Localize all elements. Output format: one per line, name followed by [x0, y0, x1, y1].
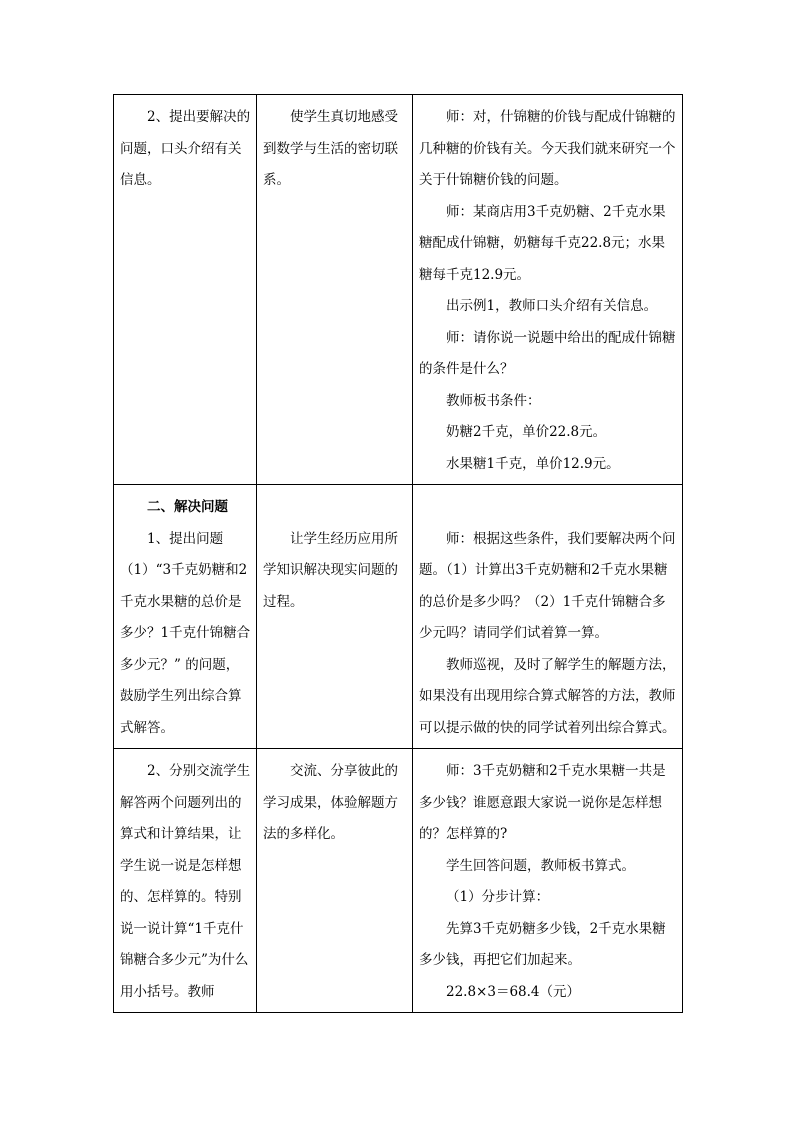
- intent-cell-paragraph: 让学生经历应用所学知识解决现实问题的过程。: [263, 530, 398, 610]
- step-cell-paragraph: 2、分别交流学生解答两个问题列出的算式和计算结果，让学生说一说是怎样想的、怎样算的。特别说一说计算“1千克什锦糖合多少元”为什么用小括号。教师: [120, 763, 251, 1000]
- table-row: [114, 95, 683, 485]
- intent-cell: [257, 749, 413, 1013]
- section-title: 二、解决问题: [147, 499, 228, 515]
- table-row: [114, 485, 683, 749]
- activity-cell-paragraph: （1）分步计算：: [446, 889, 550, 905]
- activity-cell: [413, 485, 683, 749]
- step-cell-paragraph: 2、提出要解决的问题，口头介绍有关信息。: [120, 109, 251, 188]
- activity-cell-paragraph: 师：根据这些条件，我们要解决两个问题。（1）计算出3千克奶糖和2千克水果糖的总价是多少吗？（2）1千克什锦糖合多少元吗？请同学们试着算一算。: [419, 530, 676, 641]
- intent-cell-paragraph: 使学生真切地感受到数学与生活的密切联系。: [263, 109, 398, 188]
- table-row: [114, 749, 683, 1013]
- step-cell: [114, 95, 257, 485]
- step-cell-paragraph: 1、提出问题（1）“3千克奶糖和2千克水果糖的总价是多少？1千克什锦糖合多少元？” 的问题，鼓励学生列出综合算式解答。: [120, 530, 251, 736]
- activity-cell-paragraph: 师：3千克奶糖和2千克水果糖一共是多少钱？谁愿意跟大家说一说你是怎样想的？怎样算的?: [419, 763, 666, 842]
- step-cell: [114, 749, 257, 1013]
- activity-cell-paragraph: 师：某商店用3千克奶糖、2千克水果糖配成什锦糖，奶糖每千克22.8元；水果糖每千克12.9元。: [419, 203, 666, 283]
- activity-cell: [413, 95, 683, 485]
- activity-cell-paragraph: 师：对，什锦糖的价钱与配成什锦糖的几种糖的价钱有关。今天我们就来研究一个关于什锦糖价钱的问题。: [419, 109, 676, 188]
- activity-cell: [413, 749, 683, 1013]
- activity-cell-paragraph: 先算3千克奶糖多少钱，2千克水果糖多少钱，再把它们加起来。: [419, 920, 666, 968]
- lesson-plan-table: [113, 94, 683, 1013]
- lesson-plan-body: [114, 95, 683, 1013]
- activity-cell-paragraph: 学生回答问题，教师板书算式。: [446, 857, 635, 874]
- spacer: [263, 492, 407, 524]
- activity-cell-paragraph: 教师巡视，及时了解学生的解题方法，如果没有出现用综合算式解答的方法，教师可以提示做的快的同学试着列出综合算式。: [419, 656, 676, 736]
- intent-cell: [257, 95, 413, 485]
- intent-cell: [257, 485, 413, 749]
- activity-cell-paragraph: 教师板书条件：: [446, 392, 541, 409]
- intent-cell-paragraph: 交流、分享彼此的学习成果，体验解题方法的多样化。: [263, 763, 398, 842]
- activity-cell-paragraph: 奶糖2千克，单价22.8元。: [446, 424, 607, 440]
- activity-cell-paragraph: 22.8×3＝68.4（元）: [446, 983, 581, 1000]
- activity-cell-paragraph: 水果糖1千克，单价12.9元。: [446, 455, 620, 472]
- activity-cell-paragraph: 师：请你说一说题中给出的配成什锦糖的条件是什么？: [419, 329, 676, 377]
- activity-cell-paragraph: 出示例1，教师口头介绍有关信息。: [446, 298, 658, 314]
- spacer: [419, 492, 677, 524]
- step-cell: [114, 485, 257, 749]
